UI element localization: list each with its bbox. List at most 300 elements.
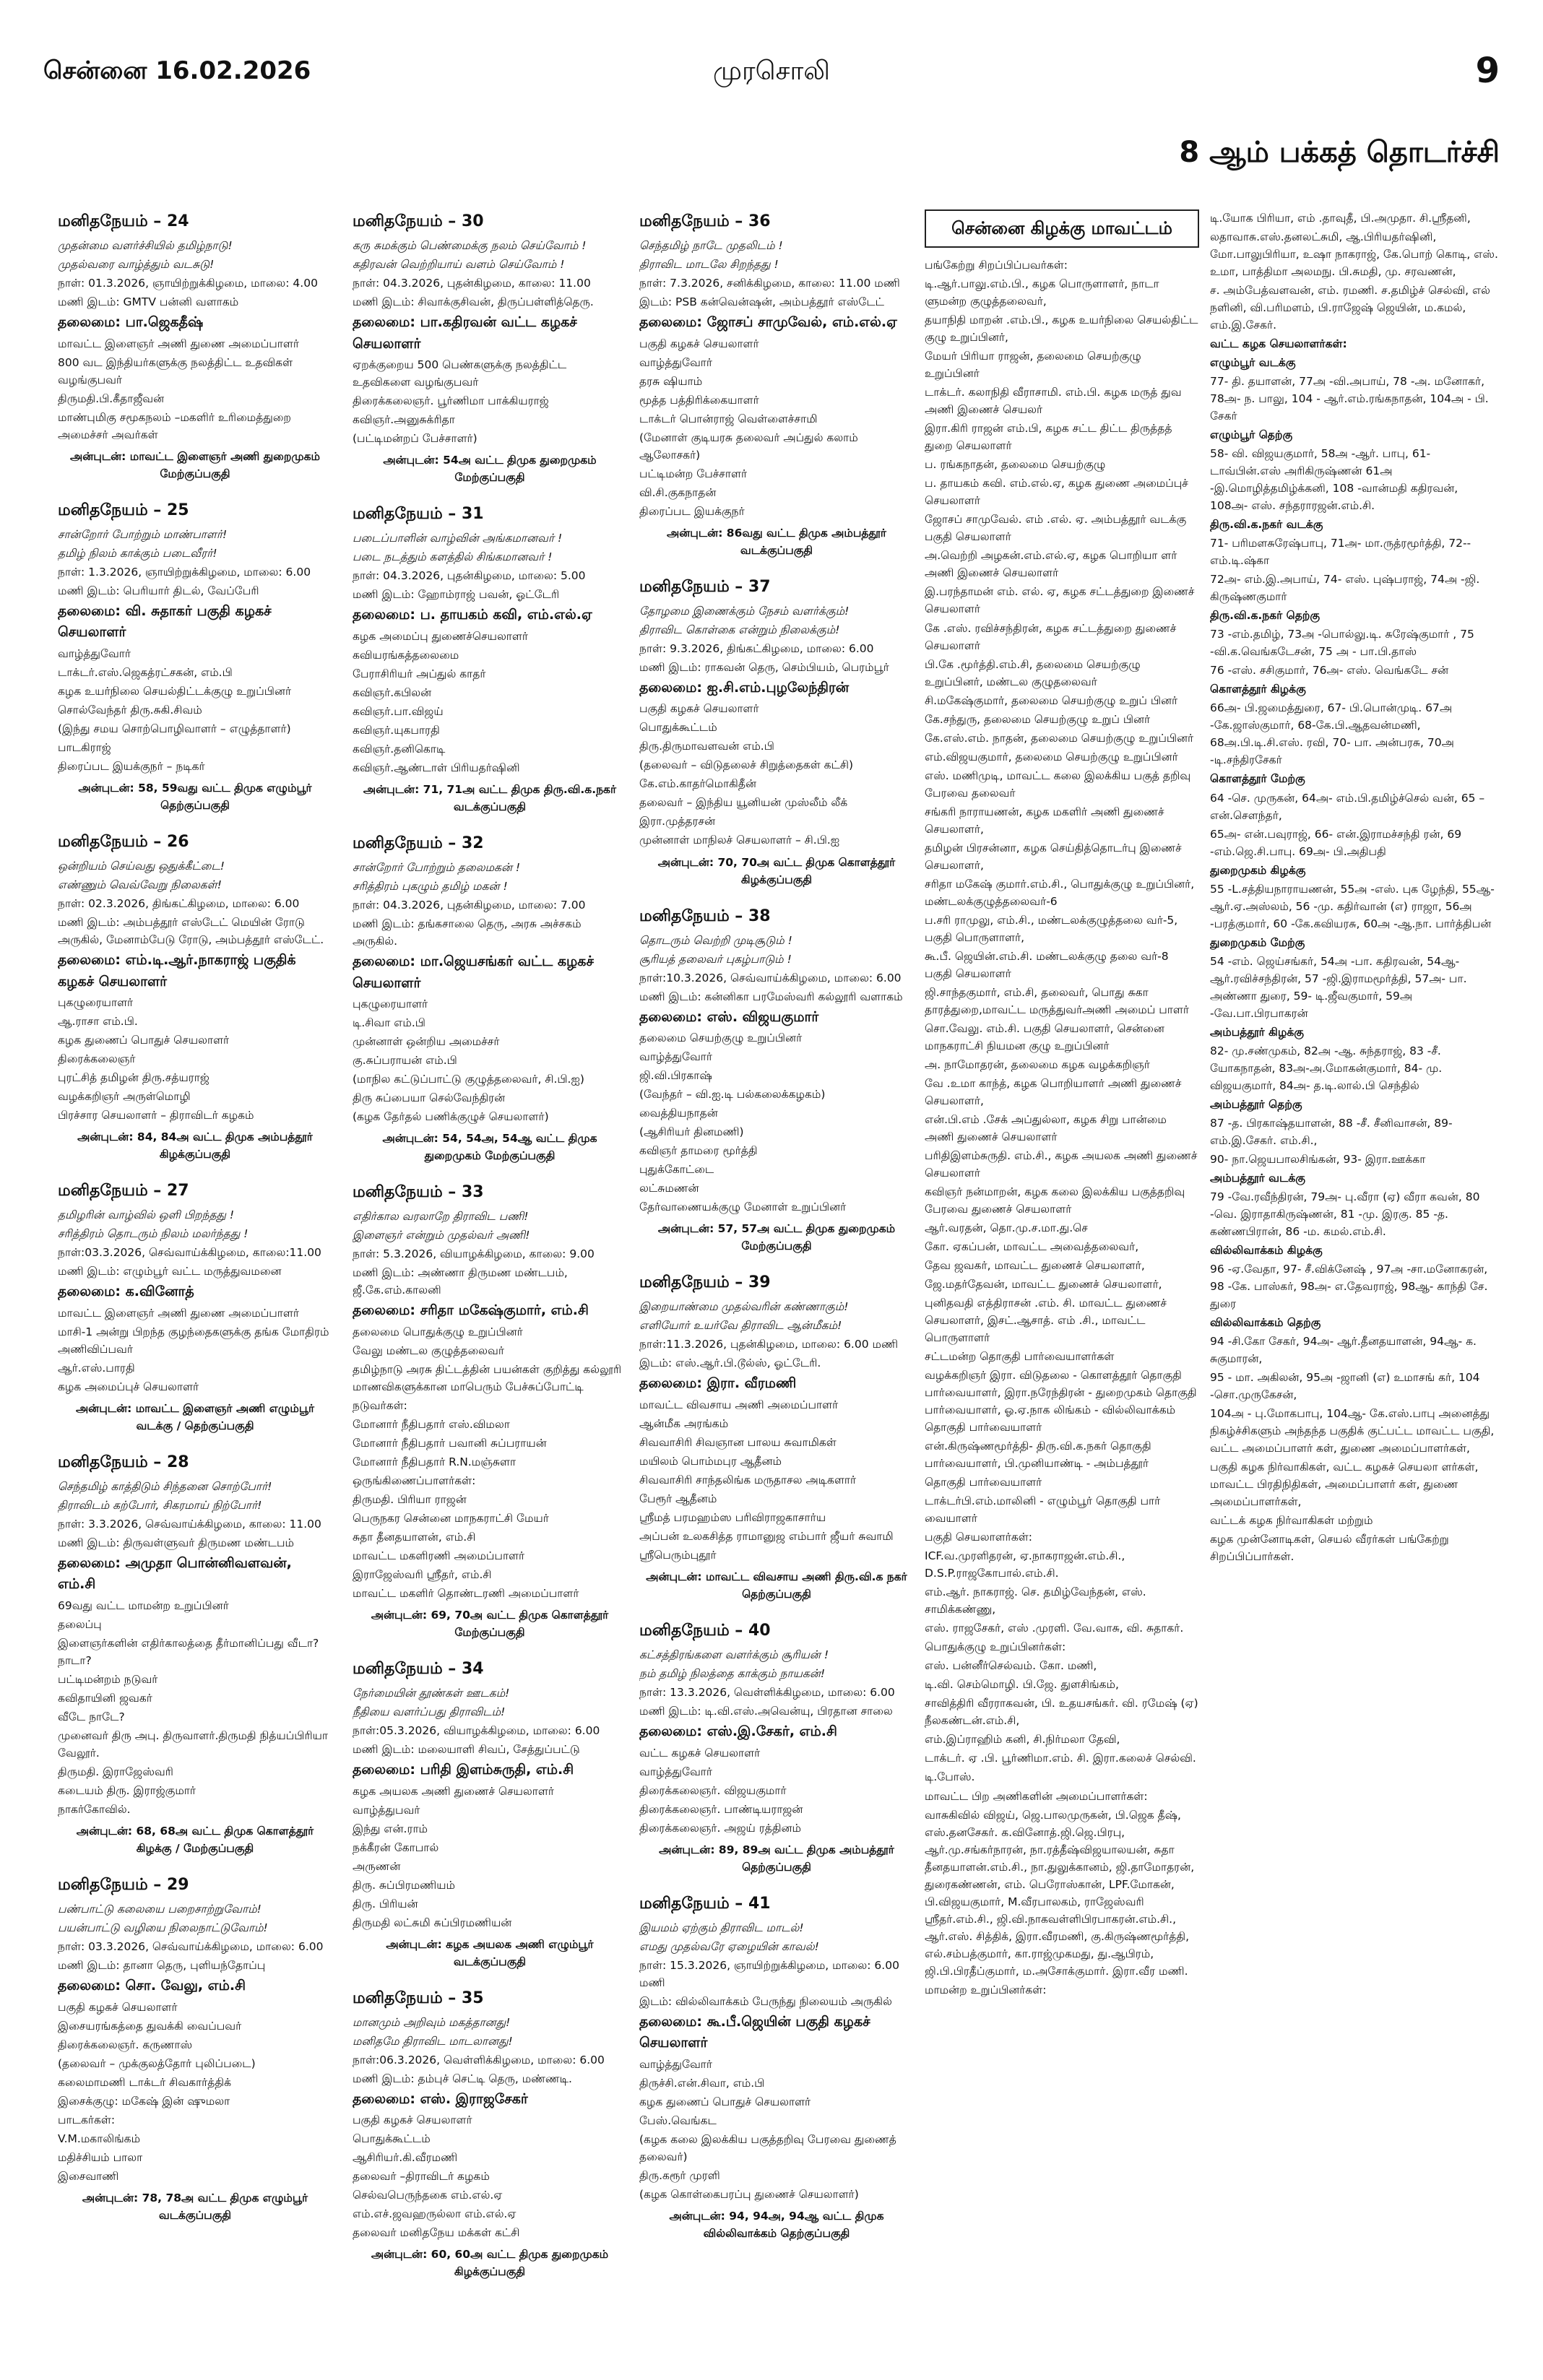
district-line: சட்டமன்ற தொகுதி பார்வையாளர்கள் [925,1350,1115,1364]
district-line: 66அ- பி.ஜமைத்துரை, 67- பி.பொன்முடி. 67அ -கே.ஜாஸ்குமார், 68-கே.பி.ஆதவன்மணி, 68அ.பி.டி.சி.எஸ். ரவி, 70- பா. அன்பரசு, 70அ -டி.சந்திரசேகர் [1210,701,1454,767]
article-line: வாழ்த்துவோர் [639,1765,712,1778]
article-line: வி.சி.குகநாதன் [639,485,717,499]
article-line: வாழ்த்துவோர் [639,355,712,369]
article-line: (கழக தேர்தல் பணிக்குழுச் செயலாளர்) [353,1110,549,1124]
article-line: (மேனாள் குடியரசு தலைவர் அப்துல் கலாம் ஆலோசகர்) [639,430,858,462]
article-line: கரு சுமக்கும் பெண்மைக்கு நலம் செய்வோம் ! [353,239,587,253]
district-line: 71- பரிமளசுரேஷ்பாபு, 71அ- மா.ருத்ரமூர்த்தி, 72-- எம்.டி.ஷ்கா [1210,537,1471,568]
column-2 [353,209,627,2340]
article-line: கவிஞர்.பா.விஜய் [353,704,444,718]
article-line: இறையாண்மை முதல்வரின் கண்ணாகும்! [639,1300,849,1314]
article-signature: அன்புடன்: 58, 59வது வட்ட திமுக எழும்பூர் தெற்குப்பகுதி [78,781,312,812]
article-line: பட்டிமன்றம் நடுவர் [58,1672,158,1686]
article-line: நீதியை வளர்ப்பது திராவிடம்! [353,1705,506,1719]
column-1 [58,209,332,2340]
district-body [925,256,1199,1999]
district-line: எஸ். மணிமுடி, மாவட்ட கலை இலக்கிய பகுத் தறிவு பேரவை தலைவர் [925,769,1191,800]
article-number: மனிதநேயம் – 28 [58,1453,189,1471]
article-line: எதிர்கால வரலாறே திராவிட பணி! [353,1210,529,1224]
article-line: மணி இடம்: தம்புச் செட்டி தெரு, மண்ணடி. [353,2072,572,2085]
district-line: 76 -எஸ். சசிகுமார், 76அ- எஸ். வெங்கடே சன் [1210,664,1449,678]
article-line: பாடகர்கள்: [58,2113,116,2126]
article-number: மனிதநேயம் – 26 [58,832,189,851]
district-line: துறைமுகம் மேற்கு [1210,935,1305,949]
article-line: டாக்டர்.எஸ்.ஜெகத்ரட்சகன், எம்.பி [58,665,233,679]
article-line: கழக துணைப் பொதுச் செயலாளர் [58,1033,230,1047]
article-line: இரா.முத்தரசன் [639,815,716,828]
event-article [353,209,627,486]
article-line: திரு. பிரியன் [353,1897,418,1911]
article-line: நம் தமிழ் நிலத்தை காக்கும் நாயகன்! [639,1667,826,1681]
event-article [58,1450,332,1857]
district-line: வே .உமா காந்த், கழக பொறியாளர் அணி துணைச் செயலாளர், [925,1076,1182,1107]
article-line: திரைக்கலைஞர். கருணாஸ் [58,2038,193,2051]
article-line: (கழக கொள்கைபரப்பு துணைச் செயலாளர்) [639,2187,859,2201]
article-line: மணி இடம்: ஹோம்ராஜ் பவன், ஓட்டேரி [353,588,560,602]
article-line: புரட்சித் தமிழன் திரு.சத்யராஜ் [58,1071,209,1084]
district-line: பரிதிஇளம்சுருதி. எம்.சி., கழக அயலக அணி துணைச் செயலாளர் [925,1148,1198,1180]
article-line: தலைமை: சரிதா மகேஷ்குமார், எம்.சி [353,1302,589,1319]
article-line: தலைமை: சொ. வேலு, எம்.சி [58,1978,246,1994]
article-line: கலைமாமணி டாக்டர் சிவகார்த்திக் [58,2075,231,2089]
article-line: மணி இடம்: அம்பத்தூர் எஸ்டேட் மெயின் ரோடு அருகில், மேனாம்பேடு ரோடு, அம்பத்தூர் எஸ்டேட். [58,916,324,947]
district-line: 73 -எம்.தமிழ், 73அ -பொல்லு.டி. சுரேஷ்குமார் , 75 -வி.க.வெங்கடேசன், 75 அ - பா.பி.தாஸ் [1210,628,1474,659]
article-line: வழக்கறிஞர் அருள்மொழி [58,1090,191,1104]
article-line: ஜி.வி.பிரகாஷ் [639,1069,712,1083]
article-line: சான்றோர் போற்றும் மாண்பாளர்! [58,527,228,541]
article-line: தமிழ்நாடு அரசு திட்டத்தின் பயன்கள் குறித்து கல்லூரி மாணவிகளுக்கான மாபெரும் பேச்சுப்போட்டி [353,1362,622,1393]
district-line: வழக்கறிஞர் இரா. விடுதலை - கொளத்தூர் தொகுதி பார்வையாளர், இரா.நரேந்திரன் - துறைமுகம் தொகுதி பார்வையாளர், ஓ.ஏ.நாக லிங்கம் - வில்லிவாக்கம் தொகுதி பார்வையாளர் [925,1369,1197,1435]
district-line: அம்பத்தூர் தெற்கு [1210,1097,1302,1111]
district-line: கழக முன்னோடிகள், செயல் வீரர்கள் பங்கேற்று சிறப்பிப்பார்கள். [1210,1533,1449,1564]
article-line: முனைவர் திரு அபு. திருவாளர்.திருமதி நித்யப்பிரியா வேலூர். [58,1728,328,1760]
district-line: கூ.பீ. ஜெயின்.எம்.சி. மண்டலக்குழு தலை வர்-8 பகுதி செயலாளர் [925,949,1169,980]
article-line: திரு.கரூர் முரளி [639,2168,720,2182]
district-line: பொதுக்குழு உறுப்பினர்கள்: [925,1640,1066,1654]
district-line: டாக்டர். ஏ .பி. பூர்ணிமா.எம். சி. இரா.கலைச் செல்வி. [925,1752,1196,1765]
article-line: கவிஞர் தாமரை மூர்த்தி [639,1144,758,1158]
article-line: திருமதி லட்சுமி சுப்பிரமணியன் [353,1916,512,1929]
article-line: மணி இடம்: பெரியார் திடல், வேப்பேரி [58,584,259,597]
district-line: ப. தாயகம் கவி. எம்.எல்.ஏ, கழக துணை அமைப்புச் செயலாளர் [925,477,1188,508]
article-line: திரைக்கலைஞர் [58,1052,136,1065]
district-line: புனிதவதி எத்திராசன் .எம். சி. மாவட்ட துணைச் செயலாளர், இசட்.ஆசாத். எம் .சி., மாவட்ட பொருளாளர் [925,1297,1167,1345]
article-line: மானமும் அறிவும் மகத்தானது! [353,2015,511,2029]
district-line: பகுதி செயலாளர்கள்: [925,1531,1032,1544]
district-line: 79 -வே.ரவீந்திரன், 79அ- பு.வீரா (ஏ) வீரா கவன், 80 -வெ. இராதாகிருஷ்ணன், 81 -மு. இரகு. 85 -த. கண்ணபிரான், 86 -ம. கமல்.எம்.சி. [1210,1190,1480,1238]
article-line: நடுவர்கள்: [353,1398,407,1412]
article-signature: அன்புடன்: 60, 60அ வட்ட திமுக துறைமுகம் கிழக்குப்பகுதி [371,2248,609,2279]
district-line: வில்லிவாக்கம் கிழக்கு [1210,1243,1323,1257]
article-line: திரைக்கலைஞர். விஜயகுமார் [639,1783,787,1797]
article-line: இசைக்குழு: மகேஷ் இன் ஷுமலா [58,2094,230,2108]
district-line: அம்பத்தூர் கிழக்கு [1210,1025,1304,1039]
article-line: புதுக்கோட்டை [639,1163,714,1177]
article-line: மாவட்ட இளைஞர் அணி துணை அமைப்பாளர் [58,337,299,350]
article-line: வைத்தியநாதன் [639,1107,718,1120]
article-line: (மாநில கட்டுப்பாட்டு குழுத்தலைவர், சி.பி.ஐ) [353,1073,584,1086]
article-line: வீடே நாடே? [58,1710,125,1723]
article-line: தேர்வாணையக்குழு மேனாள் உறுப்பினர் [639,1200,847,1214]
district-line: அம்பத்தூர் வடக்கு [1210,1171,1305,1185]
article-line: கடையம் திரு. இராஜ்குமார் [58,1783,196,1797]
district-line: 72அ- எம்.இ.அபாய், 74- எஸ். புஷ்பராஜ், 74அ -ஜி. கிருஷ்ணகுமார் [1210,573,1480,604]
article-line: நாள்: 02.3.2026, திங்கட்கிழமை, மாலை: 6.00 [58,897,300,911]
article-line: தலைமை: எஸ்.இ.சேகர், எம்.சி [639,1723,837,1740]
article-line: இடம்: எஸ்.ஆர்.பி.டூல்ஸ், ஓட்டேரி. [639,1356,821,1370]
article-number: மனிதநேயம் – 36 [639,212,771,230]
article-number: மனிதநேயம் – 31 [353,505,484,524]
event-article [639,575,914,888]
issue-date: சென்னை 16.02.2026 [43,56,311,85]
district-line: கொளத்தூர் மேற்கு [1210,772,1305,786]
district-line: துறைமுகம் கிழக்கு [1210,863,1306,877]
article-line: பகுதி கழகச் செயலாளர் [639,337,759,350]
article-line: தலைமை: பா.கதிரவன் வட்ட கழகச் செயலாளர் [353,314,577,352]
article-line: நாள்: 9.3.2026, திங்கட்கிழமை, மாலை: 6.00 [639,641,874,655]
article-line: பகுதி கழகச் செயலாளர் [353,2113,472,2127]
column-5 [1210,209,1499,2340]
district-line: சி.மகேஷ்குமார், தலைமை செயற்குழு உறுப் பினர் [925,693,1178,707]
article-line: திராவிட கொள்கை என்றும் நிலைக்கும்! [639,623,840,636]
district-line: மாவட்ட பிற அணிகளின் அமைப்பாளர்கள்: [925,1789,1148,1803]
district-line: தமிழன் பிரசன்னா, கழக செய்தித்தொடர்பு இணைச் செயலாளர், [925,841,1182,872]
article-line: திரைக்கலைஞர். அஜய் ரத்தினம் [639,1821,802,1835]
article-line: (இந்து சமய சொற்பொழிவாளர் – எழுத்தாளர்) [58,722,291,735]
article-line: தலைமை: கூ.பீ.ஜெயின் பகுதி கழகச் செயலாளர் [639,2013,870,2051]
district-line: வட்டக் கழக நிர்வாகிகள் மற்றும் [1210,1514,1373,1528]
district-line: எம்.ஆர். நாகராஜ். செ. தமிழ்வேந்தன், எஸ். சாமிக்கண்ணு, [925,1585,1146,1617]
article-number: மனிதநேயம் – 24 [58,212,189,230]
article-line: சிவவாசிரி சாந்தலிங்க மருதாசல அடிகளார் [639,1473,857,1487]
article-line: கே.எம்.காதர்மொகிதீன் [639,777,757,791]
article-line: பிரச்சார செயலாளர் – திராவிடர் கழகம் [58,1109,254,1122]
district-line: 58- வி. விஜயகுமார், 58அ -ஆர். பாபு, 61- டாவ்பின்.எஸ் அரிகிருஷ்ணன் 61அ -இ.மொழித்தமிழ்க்கனி, 108 -வான்மதி கதிரவன், 108அ- எஸ். சந்தராரஜன்.எம்.சி. [1210,447,1458,513]
article-signature: அன்புடன்: 69, 70அ வட்ட திமுக கொளத்தூர் மேற்குப்பகுதி [371,1608,609,1639]
article-line: கவிஞர்.ஆண்டாள் பிரியதர்ஷினி [353,761,520,774]
article-line: டாக்டர் பொன்ராஜ் வெள்ளைச்சாமி [639,412,818,425]
article-line: கவிதாயினி ஜவகர் [58,1691,152,1705]
article-line: சான்றோர் போற்றும் தலைமகன் ! [353,860,521,874]
article-line: கவியரங்கத்தலைமை [353,648,459,662]
article-line: மணி இடம்: மலையாளி சிவப், சேத்துப்பட்டு [353,1743,580,1757]
article-line: அப்பன் உலகசித்த ராமானுஜ எம்பார் ஜீயர் சுவாமி [639,1530,894,1544]
article-line: பொதுக்கூட்டம் [353,2132,431,2146]
article-line: நாள்: 13.3.2026, வெள்ளிக்கிழமை, மாலை: 6.00 [639,1686,895,1700]
district-line: என்.பி.எம் .சேக் அப்துல்லா, கழக சிறு பான்மை அணி துணைச் செயலாளர் [925,1112,1167,1143]
article-line: நாள்:03.3.2026, செவ்வாய்க்கிழமை, காலை:11.00 [58,1246,321,1260]
article-line: ஏறக்குறைய 500 பெண்களுக்கு நலத்திட்ட உதவிகளை வழங்குபவர் [353,358,567,389]
article-line: இடம்: வில்லிவாக்கம் பேருந்து நிலையம் அருகில் [639,1994,892,2008]
article-line: எம்.எச்.ஜவஹருல்லா எம்.எல்.ஏ [353,2207,517,2221]
article-line: நாள்: 7.3.2026, சனிக்கிழமை, காலை: 11.00 மணி [639,277,900,290]
district-line: 55 -L.சத்தியநாராயணன், 55அ -எஸ். புக ழேந்தி, 55ஆ- ஆர்.ஏ.அஸ்லம், 56 -மு. கதிர்வான் (எ) ராஜா, 56அ -பரத்குமார், 60 -கே.கவியரசு, 60அ -ஆ.நா. பார்த்திபன் [1210,882,1495,930]
article-signature: அன்புடன்: மாவட்ட விவசாய அணி திரு.வி.க நகர் தெற்குப்பகுதி [646,1570,907,1601]
district-line: மேயர் பிரியா ராஜன், தலைமை செயற்குழு உறுப்பினர் [925,350,1141,381]
article-line: திரு. சுப்பிரமணியம் [353,1878,455,1892]
district-line: எம்.இப்ராஹிம் கனி, சி.நிர்மலா தேவி, [925,1733,1120,1747]
column-4 [925,209,1199,2340]
article-number: மனிதநேயம் – 29 [58,1876,189,1895]
article-line: பேஸ்.வெங்கட [639,2113,717,2127]
article-line: கவிஞர்.அனுசுக்ரிதா [353,413,455,427]
district-line: 96 -ஏ.வேதா, 97- சீ.விக்னேஷ் , 97அ -சா.மனோகரன், 98 -கே. பாஸ்கர், 98அ- எ.தேவராஜ், 98ஆ- காந்தி சே. துரை [1210,1262,1488,1310]
event-article [353,502,627,815]
article-line: எளியோர் உயர்வே திராவிட ஆன்மீகம்! [639,1319,842,1333]
article-line: திராவிடம் கற்போர், சிகரமாய் நிற்போர்! [58,1498,262,1512]
article-line: மணி இடம்: திருவள்ளுவர் திருமண மண்டபம் [58,1536,294,1549]
district-line: ப. ரங்கநாதன், தலைமை செயற்குழு [925,458,1106,472]
district-line: திரு.வி.க.நகர் தெற்கு [1210,609,1321,623]
district-line: சங்கரி நாராயணன், கழக மகளிர் அணி துணைச் செயலாளர், [925,805,1164,836]
event-article [639,1271,914,1603]
article-line: பாடகிராஜ் [58,740,111,754]
district-line: கே.எஸ்.எம். நாதன், தலைமை செயற்குழு உறுப்பினர் [925,731,1194,745]
article-line: பண்பாட்டு கலையை பறைசாற்றுவோம்! [58,1903,262,1916]
article-line: சிவவாசிரி சிவஞான பாலய சுவாமிகள் [639,1435,837,1449]
article-line: பகுதி கழகச் செயலாளர் [58,2000,178,2014]
article-line: மதிச்சியம் பாலா [58,2150,143,2164]
article-line: தலைமை: ஐ.சி.எம்.புழலேந்திரன் [639,679,850,696]
article-line: முன்னாள் மாநிலச் செயலாளர் – சி.பி.ஐ [639,834,840,847]
district-line: திரு.வி.க.நகர் வடக்கு [1210,518,1323,532]
event-article [639,1892,914,2242]
article-line: எண்ணும் வெவ்வேறு நிலைகள்! [58,878,222,891]
article-line: வாழ்த்துபவர் [353,1803,420,1817]
event-article [353,1180,627,1641]
district-line: ஆர்.வரதன், தொ.மு.ச.மா.து.செ [925,1221,1088,1235]
article-line: திரு.திருமாவளவன் எம்.பி [639,740,774,753]
article-line: நாள்:10.3.2026, செவ்வாய்க்கிழமை, மாலை: 6.00 [639,971,902,985]
article-line: செந்தமிழ் காத்திடும் சிந்தனை சொற்போர்! [58,1479,272,1493]
district-line: கே.சந்துரு, தலைமை செயற்குழு உறுப் பினர் [925,712,1151,726]
article-line: நாள்: 04.3.2026, புதன்கிழமை, மாலை: 7.00 [353,899,586,912]
article-line: கழக அயலக அணி துணைச் செயலாளர் [353,1784,554,1798]
article-line: ஆர்.எஸ்.பாரதி [58,1361,135,1375]
article-line: மணி இடம்: எழும்பூர் வட்ட மருத்துவமனை [58,1265,282,1278]
article-signature: அன்புடன்: மாவட்ட இளைஞர் அணி துறைமுகம் மேற்குப்பகுதி [69,449,321,480]
article-number: மனிதநேயம் – 25 [58,501,189,519]
district-line: கோ. ஏகப்பன், மாவட்ட அவைத்தலைவர், [925,1240,1139,1254]
article-line: தலைமை செயற்குழு உறுப்பினர் [639,1031,803,1045]
district-line: டாக்டர்பி.எம்.மாலினி - எழும்பூர் தொகுதி பார் வையாளர் [925,1494,1161,1526]
district-line: சாவித்திரி வீரராகவன், பி. உதயசங்கர். வி. ரமேஷ் (ஏ) நீலகண்டன்.எம்.சி, [925,1697,1198,1728]
district-line: தயாநிதி மாறன் .எம்.பி., கழக உயர்நிலை செயல்திட்ட குழு உறுப்பினர், [925,313,1198,345]
district-title: சென்னை கிழக்கு மாவட்டம் [925,209,1199,248]
article-line: கவிஞர்.கபிலன் [353,685,432,699]
article-line: நாள்: 04.3.2026, புதன்கிழமை, மாலை: 5.00 [353,569,586,583]
article-line: தலைமை: இரா. வீரமணி [639,1375,797,1392]
article-line: கழக அமைப்புச் செயலாளர் [58,1380,199,1393]
article-line: இளைஞர்களின் எதிர்காலத்தை தீர்மானிப்பது வீடா? நாடா? [58,1636,319,1667]
article-line: மணி இடம்: தங்கசாலை தெரு, அரசு அச்சகம் அருகில். [353,917,582,948]
article-number: மனிதநேயம் – 27 [58,1182,189,1200]
article-line: வாழ்த்துவோர் [639,2057,712,2071]
event-article [58,1179,332,1435]
article-signature: அன்புடன்: 89, 89அ வட்ட திமுக அம்பத்தூர் தெற்குப்பகுதி [659,1843,894,1874]
article-signature: அன்புடன்: 68, 68அ வட்ட திமுக கொளத்தூர் கிழக்கு / மேற்குப்பகுதி [76,1825,314,1856]
article-line: (பட்டிமன்றப் பேச்சாளர்) [353,432,477,446]
article-line: பொதுக்கூட்டம் [639,721,717,735]
district-line: 90- நா.ஜெயபாலசிங்கன், 93- இரா.ஊக்கா [1210,1152,1426,1166]
article-line: முதல்வரை வாழ்த்தும் வடசுடு! [58,258,215,272]
article-line: தலைமை: எஸ். விஜயகுமார் [639,1008,819,1025]
district-line: 54 -எம். ஜெய்சங்கர், 54அ -பா. கதிரவன், 54ஆ- ஆர்.ரவிச்சந்திரன், 57 -ஜி.இராமமூர்த்தி, 57அ- பா. அண்ணா துரை, 59- டி.ஜீவகுமார், 59அ -வே.பா.பிரபாகரன் [1210,954,1467,1020]
article-signature: அன்புடன்: 70, 70அ வட்ட திமுக கொளத்தூர் கிழக்குப்பகுதி [657,855,896,886]
article-line: தலைப்பு [58,1617,102,1631]
article-line: மாவட்ட மகளிரணி அமைப்பாளர் [353,1549,525,1562]
article-line: நாள்: 01.3.2026, ஞாயிற்றுக்கிழமை, மாலை: 4.00 [58,277,318,290]
district-line: ச. அம்பேத்வளவன், எம். ரமணி. ச.தமிழ்ச் செல்வி, எல் நளினி, வி.பரிமளம், பி.ராஜேஷ் ஜெயின், ம.கமல், எம்.இ.சேகர். [1210,284,1490,332]
district-line: அ. நாமோதரன், தலைமை கழக வழக்கறிஞர் [925,1057,1150,1071]
article-line: மாசி-1 அன்று பிறந்த குழந்தைகளுக்கு தங்க மோதிரம் அணிவிப்பவர் [58,1325,329,1356]
district-line: அ.வெற்றி அழகன்.எம்.எல்.ஏ, கழக பொறியா ளர் அணி இணைச் செயலாளர் [925,549,1177,580]
article-line: அருணன் [353,1859,401,1873]
article-line: திருச்சி.என்.சிவா, எம்.பி [639,2076,765,2090]
article-line: சுதா தீனதயாளன், எம்.சி [353,1530,476,1544]
article-line: நாள்:11.3.2026, புதன்கிழமை, மாலை: 6.00 மணி [639,1338,899,1351]
article-line: இடம்: PSB கன்வென்ஷன், அம்பத்தூர் எஸ்டேட் [639,295,884,309]
article-line: டி.சிவா எம்.பி [353,1016,425,1029]
article-line: தொடரும் வெற்றி முடிசூடும் ! [639,933,792,947]
article-signature: அன்புடன்: 94, 94அ, 94ஆ வட்ட திமுக வில்லிவாக்கம் தெற்குப்பகுதி [669,2209,884,2240]
event-article [58,1873,332,2224]
article-line: கதிரவன் வெற்றியாய் வளம் செய்வோம் ! [353,258,565,272]
article-line: சூரியத் தலைவர் புகழ்பாடும் ! [639,952,792,966]
article-line: தலைமை: மா.ஜெயசங்கர் வட்ட கழகச் செயலாளர் [353,953,594,991]
article-line: தலைமை பொதுக்குழு உறுப்பினர் [353,1325,523,1338]
article-line: புகழுரையாளர் [58,995,134,1009]
district-line: 104அ - பு.மோகபாபு, 104ஆ- கே.எஸ்.பாபு அனைத்து நிகழ்ச்சிகளும் அந்தந்த பகுதிக் குட்பட்ட மாவட்ட பகுதி, வட்ட அமைப்பாளர் கள், துணை அமைப்பாளர்கள், [1210,1407,1495,1455]
article-line: V.M.மகாலிங்கம் [58,2132,141,2145]
article-number: மனிதநேயம் – 34 [353,1659,484,1678]
article-line: வட்ட கழகச் செயலாளர் [639,1746,761,1760]
article-signature: அன்புடன்: 54, 54அ, 54ஆ வட்ட திமுக துறைமுகம் மேற்குப்பகுதி [382,1132,597,1163]
article-line: திருமதி. இராஜேஸ்வரி [58,1765,173,1778]
article-line: தமிழரின் வாழ்வில் ஒளி பிறந்தது ! [58,1208,235,1222]
district-line: டி.யோக பிரியா, எம் .தாவுதீ, பி.அமுதா. சி.ஸ்ரீதனி, [1210,212,1471,225]
district-line: 77- தி. தயாளன், 77அ -வி.அபாய், 78 -அ. மனோகர், 78அ- ந. பாலு, 104 - ஆர்.எம்.ரங்கநாதன், 104அ - பி. சேகர் [1210,375,1489,423]
district-line: எஸ். பன்னீர்செல்வம். கோ. மணி, [925,1659,1097,1673]
article-number: மனிதநேயம் – 35 [353,1989,484,2007]
article-line: 69வது வட்ட மாமன்ற உறுப்பினர் [58,1598,229,1612]
event-article [58,830,332,1163]
article-number: மனிதநேயம் – 37 [639,577,771,596]
article-line: மணி இடம்: சிவாக்குசிவன், திருப்பள்ளித்தெரு. [353,295,594,309]
article-line: திருமதி. பிரியா ராஜன் [353,1492,467,1506]
district-line: சொ.வேலு. எம்.சி. பகுதி செயலாளர், சென்னை மாநகராட்சி நியமன குழு உறுப்பினர் [925,1021,1164,1052]
article-line: மோனார் நீதிபதார் எஸ்.விமலா [353,1417,510,1431]
article-line: நாள்: 1.3.2026, ஞாயிற்றுக்கிழமை, மாலை: 6.00 [58,565,311,579]
article-line: மணி இடம்: GMTV பன்னி வளாகம் [58,295,239,309]
article-signature: அன்புடன்: 71, 71அ வட்ட திமுக திரு.வி.க.நகர் வடக்குப்பகுதி [363,782,617,813]
article-line: நாகர்கோவில். [58,1802,131,1816]
article-line: வேலு மண்டல குழுத்தலைவர் [353,1343,504,1357]
article-signature: அன்புடன்: 78, 78அ வட்ட திமுக எழும்பூர் வடக்குப்பகுதி [82,2191,308,2222]
district-line: தேவ ஜவகர், மாவட்ட துணைச் செயலாளர், [925,1259,1145,1273]
article-line: இசைவாணி [58,2169,119,2183]
article-line: திரு சுப்பையா செல்வேந்திரன் [353,1091,506,1105]
district-line: இ.பரந்தாமன் எம். எல். ஏ, கழக சட்டத்துறை இணைச் செயலாளர் [925,585,1195,616]
article-line: இந்து என்.ராம் [353,1822,428,1835]
article-signature: அன்புடன்: கழக அயலக அணி எழும்பூர் வடக்குப்பகுதி [386,1937,594,1968]
article-line: புகழுரையாளர் [353,997,428,1011]
article-line: தலைவர் மனிதநேய மக்கள் கட்சி [353,2226,520,2240]
article-number: மனிதநேயம் – 41 [639,1894,771,1913]
article-line: நாள்:06.3.2026, வெள்ளிக்கிழமை, மாலை: 6.00 [353,2053,605,2067]
article-line: வாழ்த்துவோர் [639,1050,712,1064]
article-line: தலைமை: எஸ். இராஜசேகர் [353,2090,528,2107]
article-line: வாழ்த்துவோர் [58,646,131,660]
article-number: மனிதநேயம் – 38 [639,906,771,925]
article-line: மயிலம் பொம்மபுர ஆதீனம் [639,1454,782,1468]
article-line: பகுதி கழகச் செயலாளர் [639,702,759,716]
article-line: கழக உயர்நிலை செயல்திட்டக்குழு உறுப்பினர் [58,684,292,698]
article-line: இசையரங்கத்தை துவக்கி வைப்பவர் [58,2019,242,2033]
column-3 [639,209,914,2340]
article-line: நாள்: 04.3.2026, புதன்கிழமை, காலை: 11.00 [353,277,591,290]
district-line: 82- மு.சண்முகம், 82அ -ஆ. சுந்தராஜ், 83 -சீ. யோகநாதன், 83அ-அ.மோகன்குமார், 84- மு. விஜயகுமார், 84அ- த.டி.லால்.பி செந்தில் [1210,1044,1443,1092]
article-line: நேர்மையின் தூண்கள் ஊடகம்! [353,1687,510,1700]
district-line: 65அ- என்.பவுராஜ், 66- என்.இராமச்சந்தி ரன், 69 -எம்.ஜெ.சி.பாபு. 69அ- பி.அதிபதி [1210,827,1462,858]
article-line: மணி இடம்: ராகவன் தெரு, செம்பியம், பெரம்பூர் [639,660,889,674]
district-line: ப.சரி ராமுலு, எம்.சி., மண்டலக்குழுத்தலை வர்-5, பகுதி பொருளாளர், [925,913,1178,944]
district-line: டாக்டர். கலாநிதி வீராசாமி. எம்.பி. கழக மருத் துவ அணி இணைச் செயலர் [925,386,1182,417]
article-line: மணி இடம்: டி.வி.எஸ்.அவென்யு, பிரதான சாலை [639,1705,893,1718]
article-line: நாள்:05.3.2026, வியாழக்கிழமை, மாலை: 6.00 [353,1724,600,1738]
page-number: 9 [1475,51,1500,91]
article-line: ஒன்றியம் செய்வது ஒதுக்கீட்டை! [58,859,225,873]
article-line: கவிஞர்.யுகபாரதி [353,723,440,737]
article-line: மாவட்ட மகளிர் தொண்டரணி அமைப்பாளர் [353,1586,579,1600]
article-line: தரசு ஷியாம் [639,374,703,388]
article-signature: அன்புடன்: 86வது வட்ட திமுக அம்பத்தூர் வடக்குப்பகுதி [667,526,886,557]
article-line: முன்னாள் ஒன்றிய அமைச்சர் [353,1034,500,1048]
event-article [353,1657,627,1970]
district-line: பங்கேற்று சிறப்பிப்பவர்கள்: [925,259,1068,272]
article-line: மாவட்ட இளைஞர் அணி துணை அமைப்பாளர் [58,1306,299,1320]
district-line: டி.போஸ். [925,1770,975,1784]
district-line: எம்.விஜயகுமார், தலைமை செயற்குழு உறுப்பினர் [925,750,1178,763]
district-line: எஸ். ராஜசேகர், எஸ் .முரளி. வே.வாசு, வி. சுதாகர். [925,1622,1184,1635]
article-line: நாள்: 15.3.2026, ஞாயிற்றுக்கிழமை, மாலை: 6.00 மணி [639,1958,899,1989]
continuation-banner: 8 ஆம் பக்கத் தொடர்ச்சி [1179,136,1500,169]
article-line: படை நடத்தும் களத்தில் சிங்கமானவர் ! [353,550,553,564]
article-line: பேராசிரியர் அப்துல் காதர் [353,667,486,680]
article-line: ஒருங்கிணைப்பாளர்கள்: [353,1474,476,1487]
article-line: சொல்வேந்தர் திரு.சுகி.சிவம் [58,703,202,717]
article-number: மனிதநேயம் – 39 [639,1273,771,1292]
article-line: தோழமை இணைக்கும் நேசம் வளர்க்கும்! [639,604,850,618]
article-line: தலைமை: பரிதி இளம்சுருதி, எம்.சி [353,1762,574,1778]
district-line: பி.கே .மூர்த்தி.எம்.சி, தலைமை செயற்குழு உறுப்பினர், மண்டல குழுதலைவர் [925,657,1141,688]
article-line: நாள்: 5.3.2026, வியாழக்கிழமை, காலை: 9.00 [353,1247,595,1261]
article-line: ஆன்மீக அரங்கம் [639,1416,729,1430]
newspaper-title: முரசொலி [713,56,830,86]
district-line: வட்ட கழக செயலாளர்கள்: [1210,337,1347,351]
article-line: தலைமை: ஜோசப் சாமுவேல், எம்.எல்.ஏ [639,314,897,331]
article-line: மோனார் நீதிபதார் R.N.மஞ்சுளா [353,1455,517,1468]
article-signature: அன்புடன்: 84, 84அ வட்ட திமுக அம்பத்தூர் கிழக்குப்பகுதி [77,1130,313,1161]
article-line: கவிஞர்.தனிகொடி [353,742,446,756]
article-line: தலைமை: பா.ஜெகதீஷ் [58,314,204,331]
article-line: திரைக்கலைஞர். பாண்டியராஜன் [639,1802,803,1816]
district-line: லதாவாசு.எஸ்.தனலட்சுமி, ஆ.பிரியதர்ஷினி, மோ.பாலுபிரியா, உஷா நாகராஜ், கே.பொற் கொடி, எஸ். உமா, பாத்திமா அலமநு. பி.சுமதி, மு. சரவணன், [1210,230,1498,279]
article-signature: அன்புடன்: 54அ வட்ட திமுக துறைமுகம் மேற்குப்பகுதி [383,454,597,485]
district-line: வில்லிவாக்கம் தெற்கு [1210,1315,1321,1329]
article-line: (வேந்தர் – வி.ஐ.டி பல்கலைக்கழகம்) [639,1088,826,1102]
event-article [639,209,914,559]
